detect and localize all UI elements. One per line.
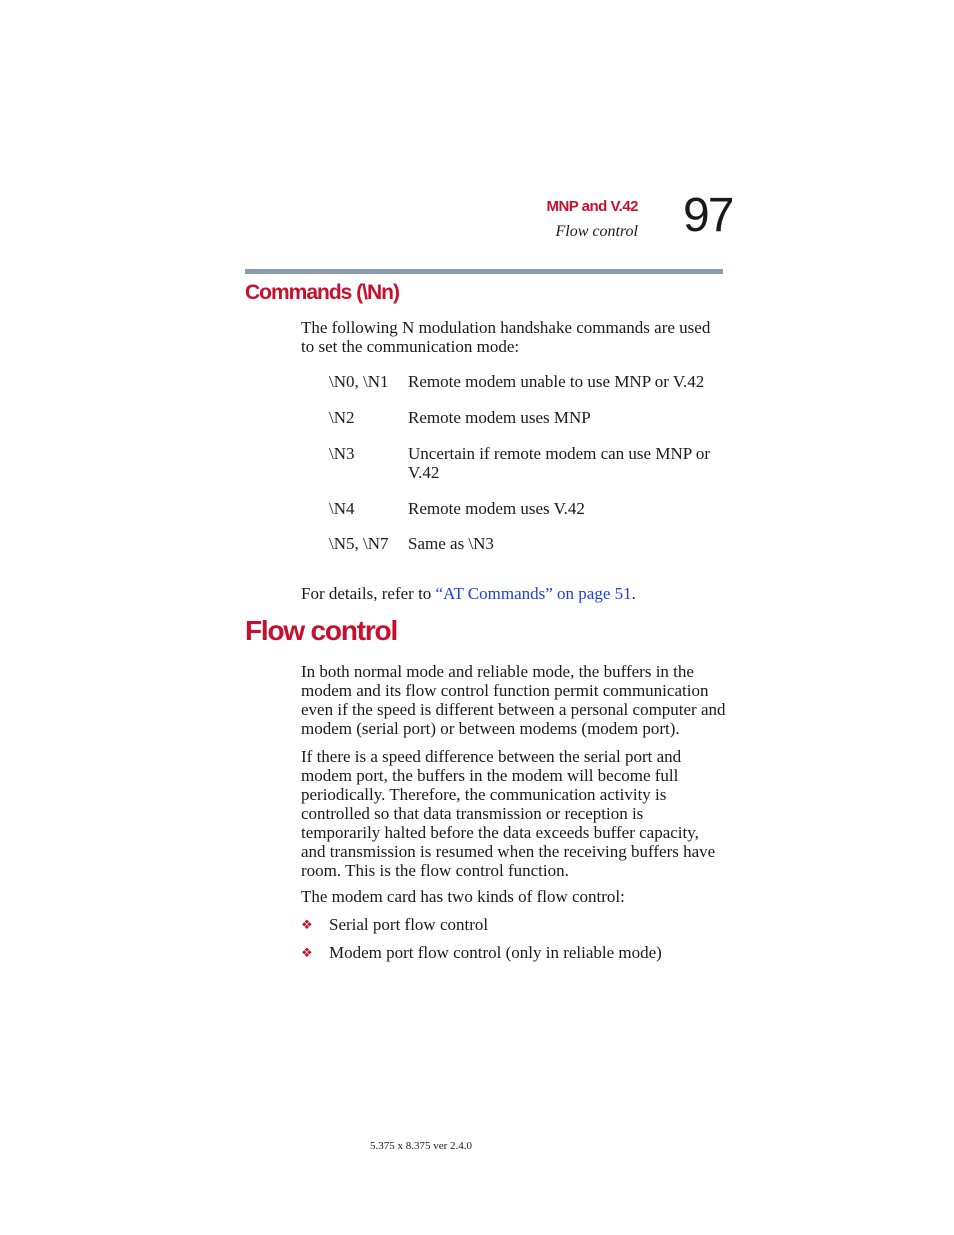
bullet-text: Serial port flow control <box>329 915 489 934</box>
running-header-title: MNP and V.42 <box>546 198 638 215</box>
header-divider <box>245 269 723 274</box>
details-reference <box>301 584 726 603</box>
flow-paragraph: In both normal mode and reliable mode, the buffers in the modem and its flow control function permit communication even if the speed is different between a personal computer and modem (serial port) or between modems (modem port). <box>301 662 726 738</box>
command-code: \N3 <box>329 444 355 463</box>
flow-paragraph: If there is a speed difference between the serial port and modem port, the buffers in the modem will become full periodically. Therefore, the communication activity is controlled so that data transmission or reception is temporarily halted before the data exceeds buffer capacity, and transmission is resumed when the receiving buffers have room. This is the flow control function. <box>301 747 716 880</box>
print-spec-footer: 5.375 x 8.375 ver 2.4.0 <box>370 1140 473 1152</box>
commands-heading: Commands (\Nn) <box>245 281 399 304</box>
page-number: 97 <box>683 189 733 242</box>
diamond-bullet-icon: ❖ <box>301 917 313 932</box>
command-code: \N4 <box>329 499 355 518</box>
flow-paragraph: The modem card has two kinds of flow control: <box>301 887 625 906</box>
command-description: Remote modem uses V.42 <box>408 499 585 518</box>
flow-control-heading: Flow control <box>245 615 398 646</box>
command-description: Same as \N3 <box>408 534 494 553</box>
command-code: \N5, \N7 <box>329 534 389 553</box>
details-suffix: . <box>631 584 636 603</box>
command-code: \N0, \N1 <box>329 372 389 391</box>
diamond-bullet-icon: ❖ <box>301 945 313 960</box>
bullet-text: Modem port flow control (only in reliable mode) <box>329 943 662 962</box>
command-code: \N2 <box>329 408 355 427</box>
command-description: Uncertain if remote modem can use MNP or V.42 <box>408 444 710 482</box>
details-prefix: For details, refer to <box>301 584 436 603</box>
at-commands-link[interactable]: “AT Commands” on page 51 <box>435 584 632 603</box>
running-header-subtitle: Flow control <box>555 223 638 240</box>
command-description: Remote modem uses MNP <box>408 408 591 427</box>
command-description: Remote modem unable to use MNP or V.42 <box>408 372 705 391</box>
commands-intro: The following N modulation handshake commands are used to set the communication mode: <box>301 318 711 356</box>
